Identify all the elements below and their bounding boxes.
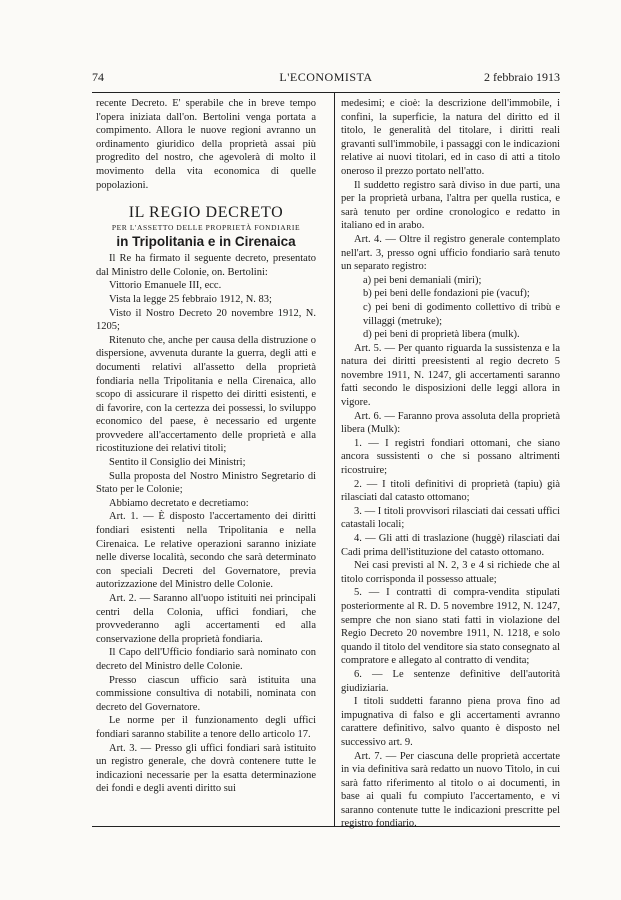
- intro-paragraph: recente Decreto. E' sperabile che in breve tempo l'opera iniziata dall'on. Bertolini venga portata a compimento. Allora le nuove regioni avranno un ordinamento giuridico della proprietà assai più progredito del nostro, che agevolerà di molto il movimento della vita economica di quelle popolazioni.: [96, 98, 316, 191]
- column-divider: [334, 92, 335, 826]
- article-5: Art. 5. — Per quanto riguarda la sussistenza e la natura dei diritti preesistenti al regio decreto 5 novembre 1911, N. 1247, gli accertamenti saranno fatti secondo le disposizioni delle leggi allora in vigore.: [341, 342, 560, 409]
- article-2: Art. 2. — Saranno all'uopo istituiti nei principali centri della Colonia, uffici fondiari, che provvederanno agli accertamenti ed alla conservazione della proprietà fondiaria.: [96, 593, 316, 645]
- paragraph: Nei casi previsti al N. 2, 3 e 4 si richiede che al titolo corrisponda il possesso attuale;: [341, 560, 560, 585]
- paragraph: Ritenuto che, anche per causa della distruzione o dispersione, avvenuta durante la guerra, degli atti e documenti relativi all'assetto della proprietà fondiaria nella Tripolitania e nella Cirenaica, allo scopo di assicurare il rispetto dei diritti esistenti, e di favorire, con la certezza dei possessi, lo sviluppo economico del paese, è necessario ed urgente provvedere all'accertamento delle proprietà e alla ricostituzione dei relativi titoli;: [96, 334, 316, 455]
- list-item: 1. — I registri fondiari ottomani, che siano ancora sussistenti o che si possano altrimenti ricostruire;: [341, 437, 560, 477]
- paragraph: Il suddetto registro sarà diviso in due parti, una per la proprietà urbana, l'altra per quella rustica, e sarà tenuto per ordine cronologico e redatto in italiano ed in arabo.: [341, 179, 560, 232]
- paragraph: Visto il Nostro Decreto 20 novembre 1912, N. 1205;: [96, 307, 316, 333]
- list-item: b) pei beni delle fondazioni pie (vacuf);: [363, 288, 530, 300]
- list-item: d) pei beni di proprietà libera (mulk).: [363, 329, 520, 341]
- list-item: 5. — I contratti di compra-vendita stipulati posteriormente al R. D. 5 novembre 1912, N. 1247, sempre che non siano stati fatti in violazione del Regio Decreto 20 novembre 1911, N. 1218, e solo quando il titolo del venditore sia stato consegnato al compratore e allegato al contratto di vendita;: [341, 587, 560, 667]
- list-item: c) pei beni di godimento collettivo di tribù e villaggi (metruke);: [363, 301, 560, 327]
- paragraph: Sulla proposta del Nostro Ministro Segretario di Stato per le Colonie;: [96, 470, 316, 496]
- list-item: 2. — I titoli definitivi di proprietà (tapiu) già rilasciati dal catasto ottomano;: [341, 478, 560, 504]
- article-6: Art. 6. — Faranno prova assoluta della proprietà libera (Mulk):: [341, 410, 560, 436]
- issue-date: 2 febbraio 1913: [484, 70, 560, 84]
- paragraph: Vista la legge 25 febbraio 1912, N. 83;: [109, 293, 272, 305]
- paragraph: Abbiamo decretato e decretiamo:: [109, 497, 249, 509]
- list-item: a) pei beni demaniali (miri);: [363, 274, 482, 286]
- paragraph: I titoli suddetti faranno piena prova fino ad impugnativa di falso e gli accertamenti avranno carattere definitivo, salvo quanto è disposto nel successivo art. 9.: [341, 696, 560, 748]
- page-number: 74: [92, 70, 104, 84]
- article-3: Art. 3. — Presso gli uffici fondiari sarà istituito un registro generale, che dovrà contenere tutte le indicazioni necessarie per la esatta determinazione dei fondi e degli aventi diritto sui: [96, 742, 316, 795]
- section-region: in Tripolitania e in Cirenaica: [116, 234, 296, 250]
- paragraph: Presso ciascun ufficio sarà istituita una commissione consultiva di notabili, nominata con decreto del Governatore.: [96, 674, 316, 713]
- article-4: Art. 4. — Oltre il registro generale contemplato nell'art. 3, presso ogni ufficio fondiario sarà tenuto un separato registro:: [341, 233, 560, 273]
- left-column: [96, 97, 316, 796]
- paragraph: Vittorio Emanuele III, ecc.: [109, 280, 222, 292]
- section-subtitle: PER L'ASSETTO DELLE PROPRIETÀ FONDIARIE: [111, 223, 301, 233]
- section-title: IL REGIO DECRETO: [128, 204, 284, 222]
- list-item: 4. — Gli atti di traslazione (huggè) rilasciati dai Cadi prima dell'istituzione del catasto ottomano.: [341, 533, 560, 558]
- journal-title: L'ECONOMISTA: [279, 70, 373, 84]
- article-7: Art. 7. — Per ciascuna delle proprietà accertate in via definitiva sarà redatto un nuovo Titolo, in cui sarà fatto riferimento al titolo o ai documenti, in base ai quali fu compiuto l'accertamento, e vi saranno contenute tutte le indicazioni prescritte pel registro fondiario.: [341, 750, 560, 830]
- list-item: 3. — I titoli provvisori rilasciati dai cessati uffici catastali locali;: [341, 505, 560, 531]
- article-1: Art. 1. — È disposto l'accertamento dei diritti fondiari esistenti nella Tripolitania e nella Cirenaica. Le relative operazioni saranno iniziate nelle diverse località, secondo che sarà determinato con speciali Decreti del Governatore, previa autorizzazione del Ministro delle Colonie.: [96, 511, 316, 591]
- header-rule: [92, 92, 560, 93]
- page-header: [92, 70, 560, 86]
- right-column: [341, 97, 560, 831]
- paragraph: Il Re ha firmato il seguente decreto, presentato dal Ministro delle Colonie, on. Bertolini:: [96, 253, 316, 278]
- list-item: 6. — Le sentenze definitive dell'autorità giudiziaria.: [341, 668, 560, 694]
- paragraph: Il Capo dell'Ufficio fondiario sarà nominato con decreto del Ministro delle Colonie.: [96, 647, 316, 672]
- paragraph: Sentito il Consiglio dei Ministri;: [109, 457, 246, 469]
- paragraph: medesimi; e cioè: la descrizione dell'immobile, i confini, la superficie, la natura del diritto ed il titolo, le generalità del titolare, i diritti reali gravanti sull'immobile, i passaggi con le indicazioni relative ai nuovi titolari, ed in caso di atti a titolo oneroso il prezzo portato nell'atto.: [341, 98, 560, 177]
- paragraph: Le norme per il funzionamento degli uffici fondiari saranno stabilite a tenore dello articolo 17.: [96, 715, 316, 740]
